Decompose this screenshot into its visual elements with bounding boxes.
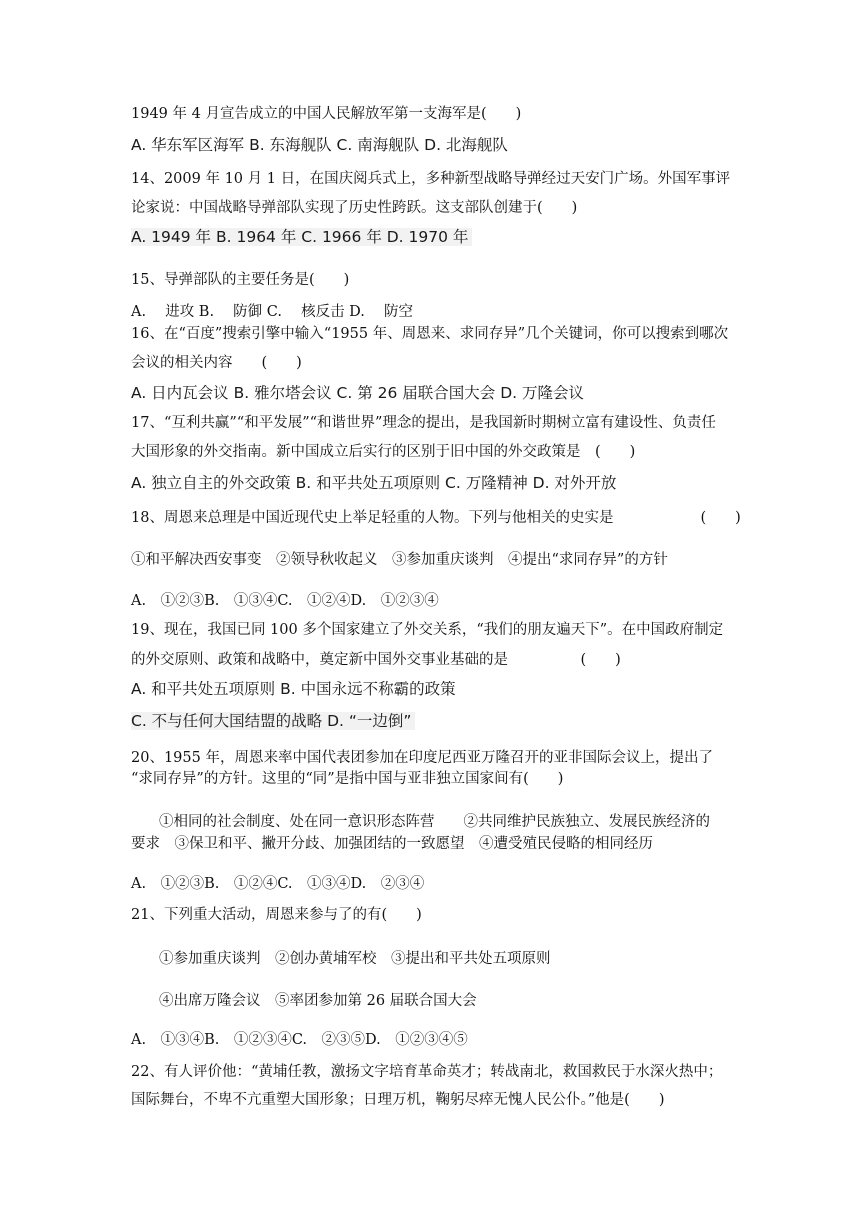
question-22-stem-line2: 国际舞台，不卑不亢重塑大国形象；日理万机，鞠躬尽瘁无愧人民公仆。”他是( ) [131, 1092, 665, 1108]
question-14-options [131, 226, 472, 248]
question-17-stem-line2: 大国形象的外交指南。新中国成立后实行的区别于旧中国的外交政策是 ( ) [131, 444, 636, 460]
question-20-stem-line1: 20、1955 年，周恩来率中国代表团参加在印度尼西亚万隆召开的亚非国际会议上，提出了 [131, 750, 713, 766]
question-19-options-line2 [131, 710, 415, 732]
question-19-options-line2-text: C. 不与任何大国结盟的战略 D. “一边倒” [131, 712, 415, 730]
question-20-statements-line1: ①相同的社会制度、处在同一意识形态阵营 ②共同维护民族独立、发展民族经济的 [159, 814, 710, 830]
question-13-options: A. 华东军区海军 B. 东海舰队 C. 南海舰队 D. 北海舰队 [131, 136, 508, 154]
question-17-stem-line1: 17、“互利共赢”“和平发展”“和谐世界”理念的提出，是我国新时期树立富有建设性、负责任 [131, 415, 716, 431]
question-14-stem-line2: 论家说：中国战略导弹部队实现了历史性跨跃。这支部队创建于( ) [131, 200, 578, 216]
question-18-options: A. ①②③B. ①③④C. ①②④D. ①②③④ [131, 593, 439, 609]
question-13-stem: 1949 年 4 月宣告成立的中国人民解放军第一支海军是( ) [131, 106, 522, 122]
question-21-stem: 21、下列重大活动，周恩来参与了的有( ) [131, 907, 422, 923]
question-20-stem-line2: “求同存异”的方针。这里的“同”是指中国与亚非独立国家间有( ) [131, 771, 564, 787]
question-15-stem: 15、导弹部队的主要任务是( ) [131, 272, 350, 288]
question-14-stem-line1: 14、2009 年 10 月 1 日，在国庆阅兵式上，多种新型战略导弹经过天安门广场。外国军事评 [131, 171, 731, 187]
question-18-stem: 18、周恩来总理是中国近现代史上举足轻重的人物。下列与他相关的史实是 ( ) [131, 510, 741, 526]
question-18-statements: ①和平解决西安事变 ②领导秋收起义 ③参加重庆谈判 ④提出“求同存异”的方针 [131, 552, 668, 568]
question-20-statements-line2: 要求 ③保卫和平、撇开分歧、加强团结的一致愿望 ④遭受殖民侵略的相同经历 [131, 836, 653, 852]
question-19-stem-line1: 19、现在，我国已同 100 多个国家建立了外交关系，“我们的朋友遍天下”。在中国政府制定 [131, 622, 724, 638]
question-20-options: A. ①②③B. ①②④C. ①③④D. ②③④ [131, 876, 425, 892]
question-17-options: A. 独立自主的外交政策 B. 和平共处五项原则 C. 万隆精神 D. 对外开放 [131, 474, 617, 492]
question-19-stem-line2: 的外交原则、政策和战略中，奠定新中国外交事业基础的是 ( ) [131, 652, 621, 668]
question-14-options-text: A. 1949 年 B. 1964 年 C. 1966 年 D. 1970 年 [131, 228, 472, 246]
question-19-options-line1: A. 和平共处五项原则 B. 中国永远不称霸的政策 [131, 680, 456, 698]
question-21-options: A. ①③④B. ①②③④C. ②③⑤D. ①②③④⑤ [131, 1032, 468, 1048]
question-22-stem-line1: 22、有人评价他：“黄埔任教，激扬文字培育革命英才；转战南北，救国救民于水深火热中； [131, 1064, 723, 1080]
question-21-statements-line1: ①参加重庆谈判 ②创办黄埔军校 ③提出和平共处五项原则 [159, 951, 551, 967]
question-16-options: A. 日内瓦会议 B. 雅尔塔会议 C. 第 26 届联合国大会 D. 万隆会议 [131, 384, 584, 402]
question-16-stem-line1: 16、在“百度”搜索引擎中输入“1955 年、周恩来、求同存异”几个关键词，你可以搜索到哪次 [131, 326, 729, 342]
question-15-options: A. 进攻 B. 防御 C. 核反击 D. 防空 [131, 304, 414, 320]
question-16-stem-line2: 会议的相关内容 ( ) [131, 355, 302, 371]
question-21-statements-line2: ④出席万隆会议 ⑤率团参加第 26 届联合国大会 [159, 993, 477, 1009]
